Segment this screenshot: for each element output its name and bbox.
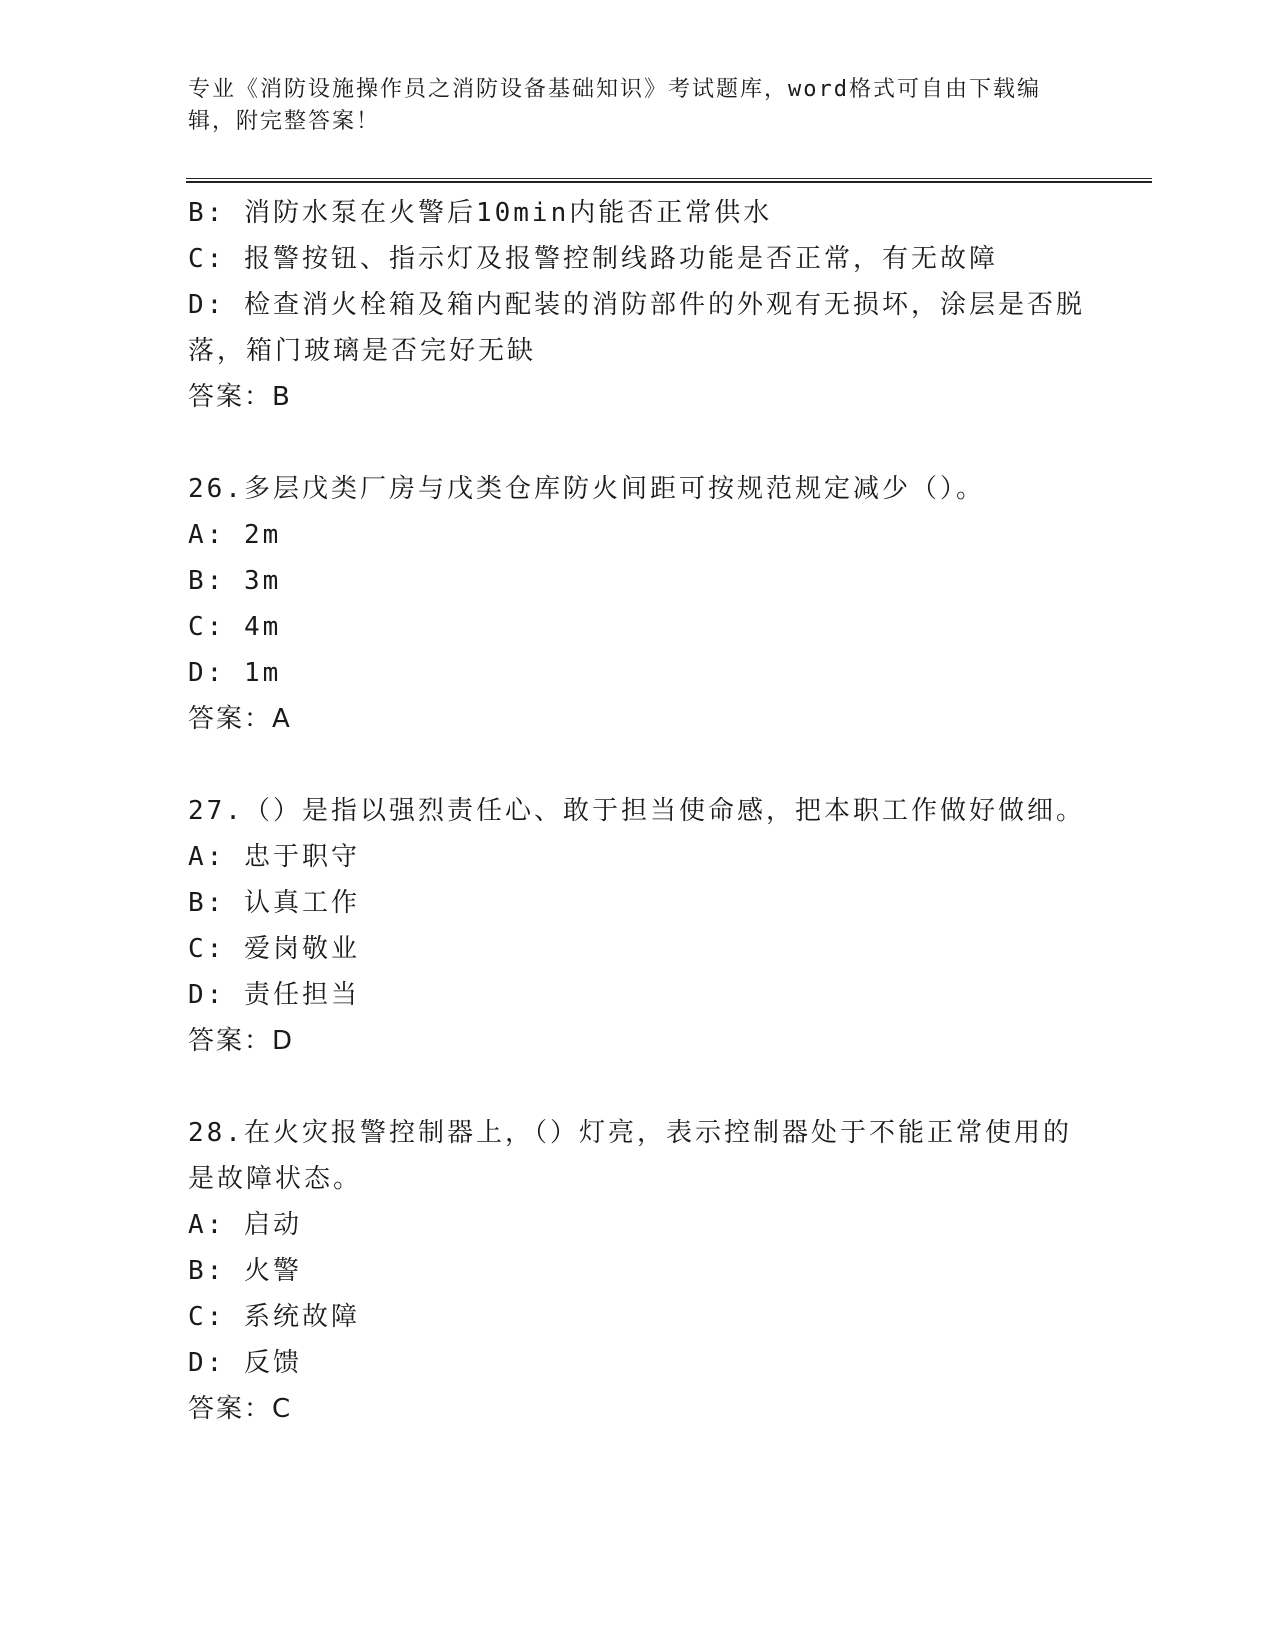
option-b: B: 3m: [188, 566, 282, 596]
header-divider: [186, 178, 1152, 183]
option-a: A: 2m: [188, 520, 282, 550]
answer: 答案：B: [188, 382, 292, 412]
answer: 答案：C: [188, 1394, 293, 1424]
answer: 答案：D: [188, 1026, 295, 1056]
page-header: 专业《消防设施操作员之消防设备基础知识》考试题库，word格式可自由下载编辑，附完整答案！: [188, 77, 1041, 134]
option-d: D: 反馈: [188, 1348, 302, 1378]
question-28: [188, 1110, 1088, 1432]
option-d: D: 1m: [188, 658, 282, 688]
option-c: C: 报警按钮、指示灯及报警控制线路功能是否正常，有无故障: [188, 244, 998, 274]
option-b: B: 火警: [188, 1256, 302, 1286]
question-27: [188, 788, 1088, 1064]
question-26: [188, 466, 1088, 742]
option-c: C: 爱岗敬业: [188, 934, 360, 964]
option-a: A: 启动: [188, 1210, 302, 1240]
question-stem: 28.在火灾报警控制器上，（）灯亮，表示控制器处于不能正常使用的是故障状态。: [188, 1118, 1072, 1194]
option-b: B: 消防水泵在火警后10min内能否正常供水: [188, 198, 773, 228]
answer: 答案：A: [188, 704, 292, 734]
option-b: B: 认真工作: [188, 888, 360, 918]
option-a: A: 忠于职守: [188, 842, 360, 872]
question-25-continued: [188, 190, 1088, 420]
option-d: D: 责任担当: [188, 980, 360, 1010]
question-stem: 27.（）是指以强烈责任心、敢于担当使命感，把本职工作做好做细。: [188, 796, 1085, 826]
option-d: D: 检查消火栓箱及箱内配装的消防部件的外观有无损坏，涂层是否脱落，箱门玻璃是否完好无缺: [188, 290, 1085, 366]
option-c: C: 4m: [188, 612, 282, 642]
option-c: C: 系统故障: [188, 1302, 360, 1332]
question-stem: 26.多层戊类厂房与戊类仓库防火间距可按规范规定减少（）。: [188, 474, 985, 504]
question-list: [188, 190, 1088, 1432]
